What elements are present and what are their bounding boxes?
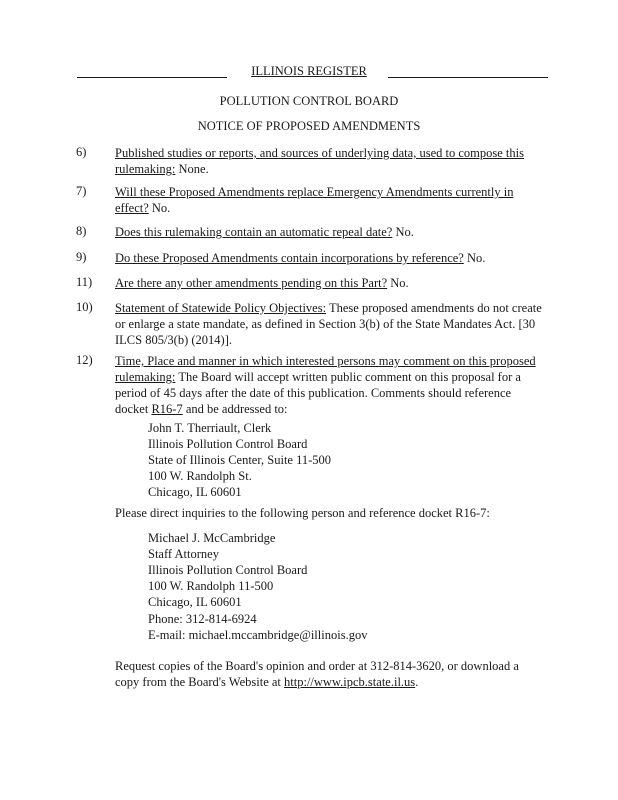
item-9-answer: No. [466,251,486,265]
item-12-tail: and be addressed to: [185,402,288,416]
clerk-line: Illinois Pollution Control Board [148,437,308,451]
item-12-docket: R16-7 [151,402,183,416]
clerk-address [148,420,331,500]
item-8-answer: No. [395,225,414,239]
notice-title: NOTICE OF PROPOSED AMENDMENTS [197,119,421,133]
item-11-answer: No. [390,276,409,290]
item-7-number: 7) [76,184,87,198]
contact-line: Staff Attorney [148,547,219,561]
item-7 [115,184,545,216]
clerk-line: 100 W. Randolph St. [148,469,252,483]
contact-address [148,530,307,610]
item-12-title: Time, Place and manner in which interested persons may comment on this proposed rulemaking: [115,354,536,384]
item-8-question-b: an automatic repeal date? [264,225,393,239]
item-10-text: These proposed amendments do not create or enlarge a state mandate, as defined in Section 3(b) of the State Mandates Act. [30 ILCS 805/3(b) (2014)]. [115,301,542,347]
item-11-number: 11) [76,275,93,289]
item-10-number: 10) [76,300,93,314]
item-6-title: Published studies or reports, and sources of underlying data, used to compose this rulemaking: [115,146,524,176]
item-11-title: Are there any other amendments pending on this Part? [115,276,388,290]
email-line[interactable]: E-mail: michael.mccambridge@illinois.gov [148,628,368,642]
clerk-line: John T. Therriault, Clerk [148,421,272,435]
direct-inquiries: Please direct inquiries to the following person and reference docket R16-7: [115,506,490,520]
item-6 [115,145,545,177]
clerk-line: State of Illinois Center, Suite 11-500 [148,453,332,467]
item-8-number: 8) [76,224,87,238]
item-9 [115,250,545,266]
request-copies [115,658,545,690]
phone-line: Phone: 312-814-6924 [148,612,257,626]
register-title: ILLINOIS REGISTER [251,64,367,78]
item-12-text: The Board will accept written public comment on this proposal for a period of 45 days after the date of this publication. Comments should reference docket [115,370,521,416]
item-12-number: 12) [76,353,93,367]
agency-title: POLLUTION CONTROL BOARD [219,94,399,108]
item-6-answer: None. [178,162,209,176]
item-12 [115,353,545,417]
contact-line: Illinois Pollution Control Board [148,563,308,577]
item-9-title: Do these Proposed Amendments contain incorporations by reference? [115,251,464,265]
item-9-number: 9) [76,250,87,264]
contact-line: Michael J. McCambridge [148,531,276,545]
website-link[interactable]: http://www.ipcb.state.il.us [284,675,416,689]
request-end: . [415,675,419,689]
item-8 [115,224,545,240]
clerk-line: Chicago, IL 60601 [148,485,242,499]
item-6-number: 6) [76,145,87,159]
item-7-answer: No. [151,201,171,215]
item-10 [115,300,545,348]
item-7-title: Will these Proposed Amendments replace Emergency Amendments currently in effect? [115,185,514,215]
contact-line: 100 W. Randolph 11-500 [148,579,274,593]
item-8-question-a: Does this rulemaking contain [115,225,265,239]
item-10-title: Statement of Statewide Policy Objectives: [115,301,327,315]
contact-methods [148,611,367,643]
request-text: Request copies of the Board's opinion and order at 312-814-3620, or download a copy from the Board's Website at [115,659,519,689]
item-11 [115,275,545,291]
contact-line: Chicago, IL 60601 [148,595,242,609]
